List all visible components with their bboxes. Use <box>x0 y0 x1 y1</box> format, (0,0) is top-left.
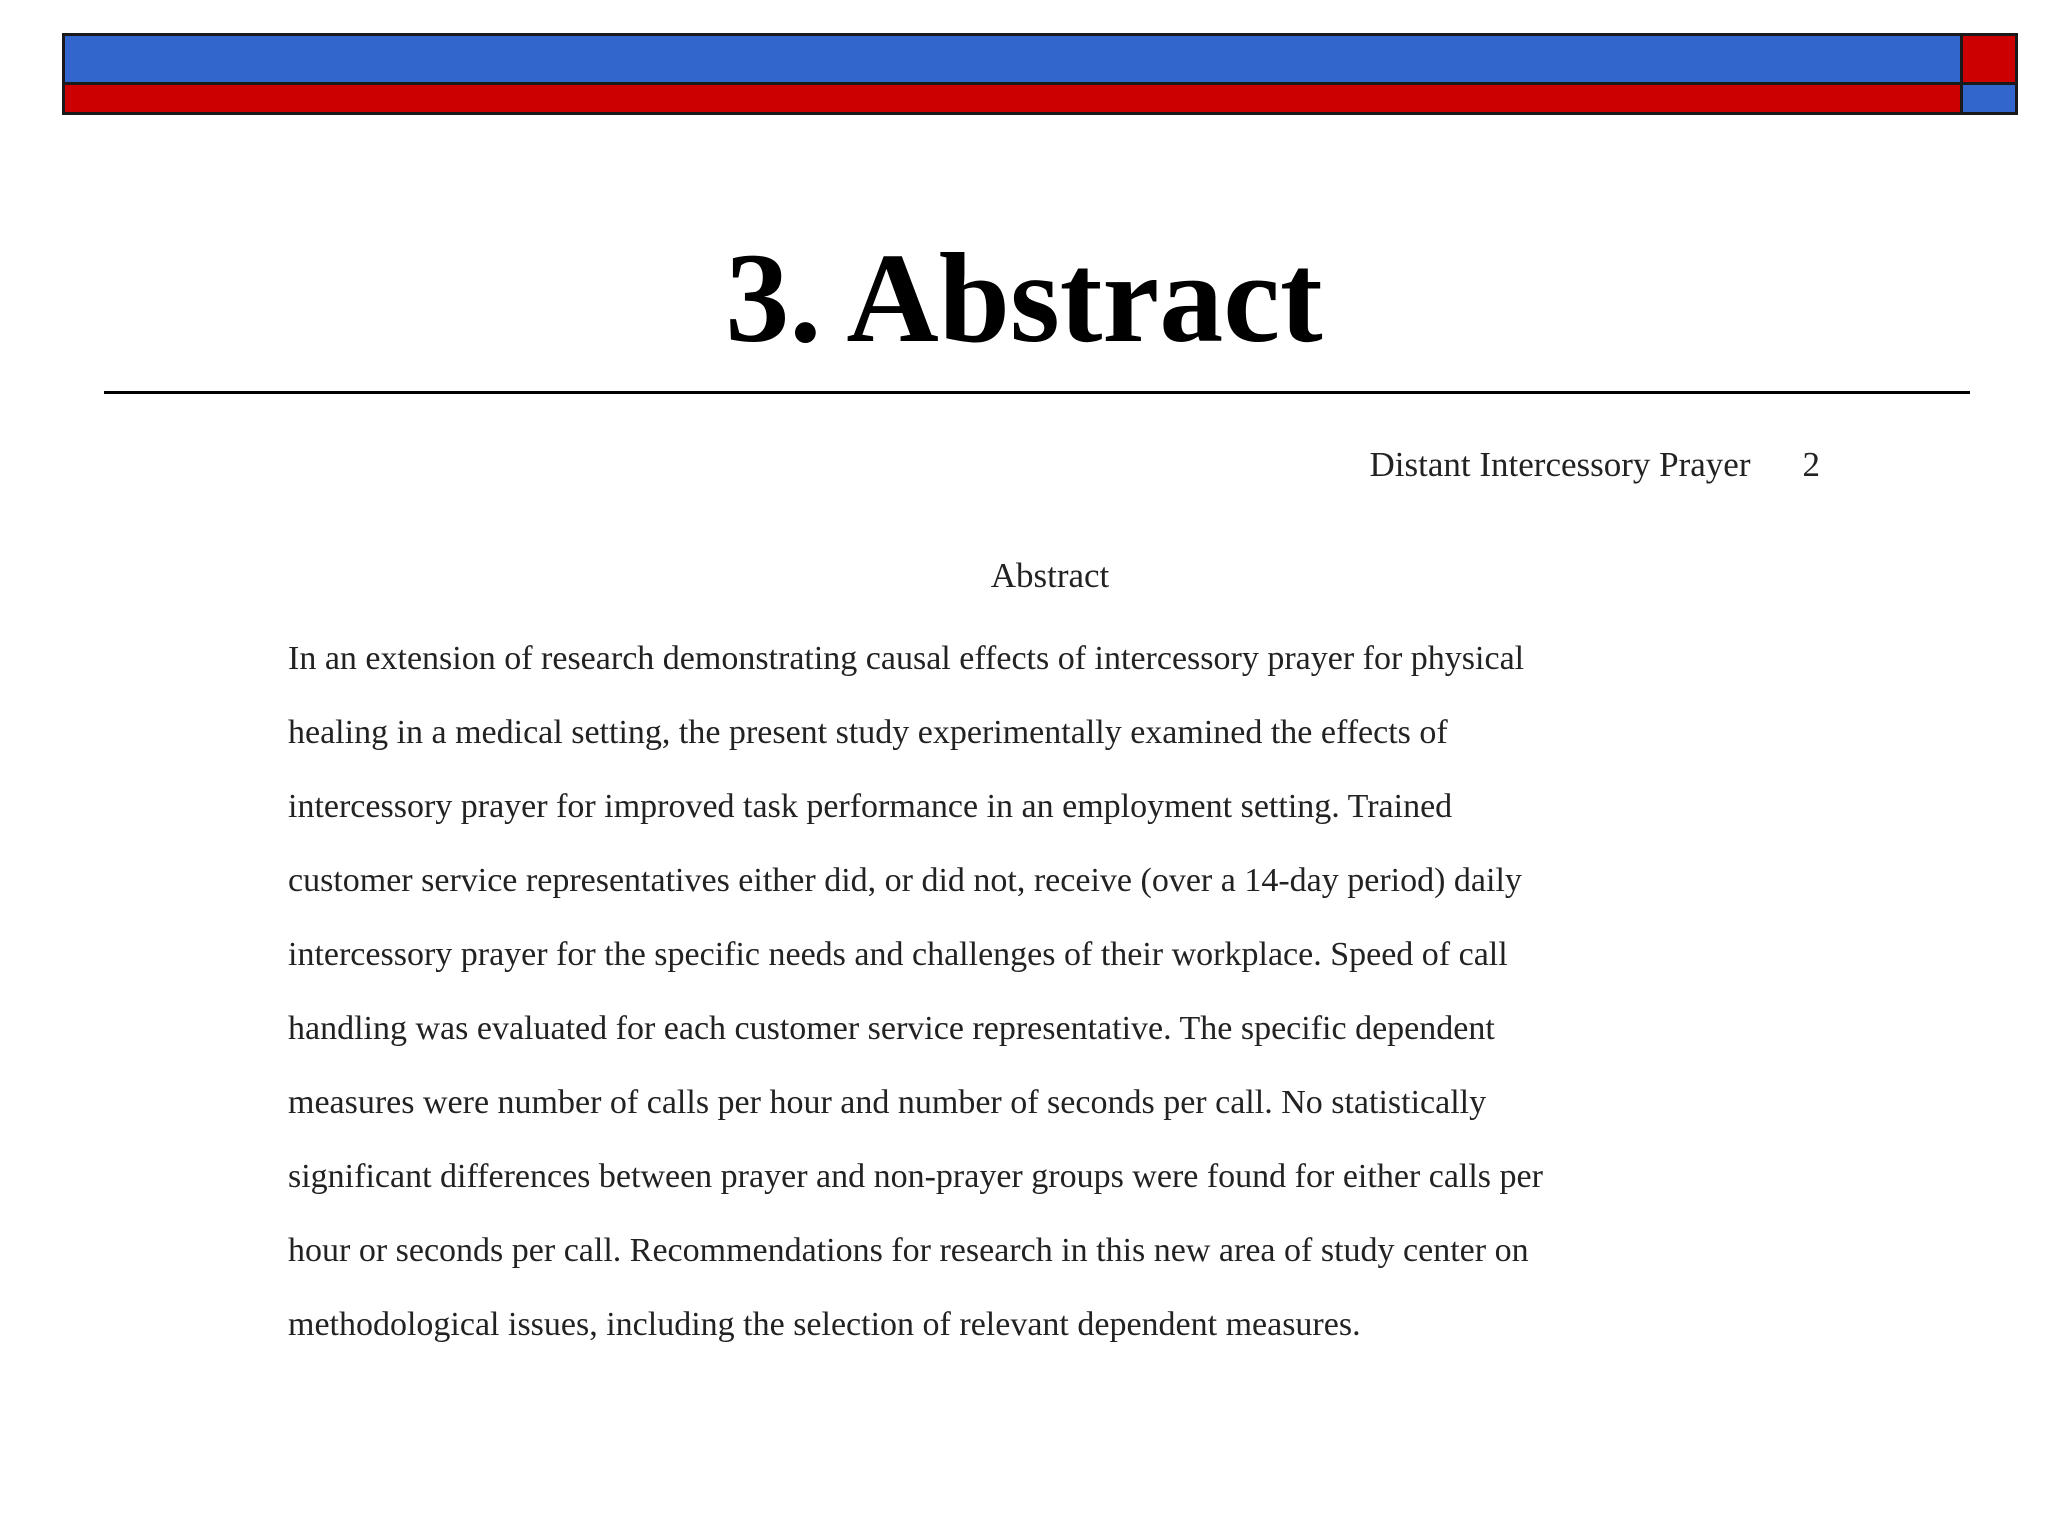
abstract-body <box>288 622 1748 1362</box>
running-head <box>1300 443 1820 487</box>
abstract-line: intercessory prayer for the specific needs and challenges of their workplace. Speed of call <box>288 936 1508 973</box>
abstract-line: healing in a medical setting, the present study experimentally examined the effects of <box>288 714 1448 751</box>
slide-title: 3. Abstract <box>725 227 1323 369</box>
abstract-line: intercessory prayer for improved task performance in an employment setting. Trained <box>288 788 1453 825</box>
page-number: 2 <box>1802 445 1820 484</box>
header-side-blue-block <box>1963 85 2015 112</box>
header-bar-side <box>1960 36 2015 112</box>
running-head-title: Distant Intercessory Prayer <box>1369 445 1751 484</box>
header-bar-main <box>65 36 1960 112</box>
document-heading: Abstract <box>990 556 1110 595</box>
header-side-red-block <box>1963 36 2015 85</box>
title-divider <box>104 391 1970 394</box>
abstract-line: handling was evaluated for each customer service representative. The specific dependent <box>288 1010 1495 1047</box>
abstract-line: hour or seconds per call. Recommendations for research in this new area of study center on <box>288 1232 1529 1269</box>
abstract-line: In an extension of research demonstrating causal effects of intercessory prayer for physical <box>288 640 1525 677</box>
header-red-stripe <box>65 85 1960 112</box>
abstract-line: methodological issues, including the selection of relevant dependent measures. <box>288 1306 1361 1343</box>
header-blue-stripe <box>65 36 1960 85</box>
abstract-line: customer service representatives either did, or did not, receive (over a 14-day period) daily <box>288 862 1522 899</box>
abstract-line: significant differences between prayer and non-prayer groups were found for either calls per <box>288 1158 1543 1195</box>
abstract-line: measures were number of calls per hour and number of seconds per call. No statistically <box>288 1084 1487 1121</box>
header-decoration-bar <box>62 33 2018 115</box>
